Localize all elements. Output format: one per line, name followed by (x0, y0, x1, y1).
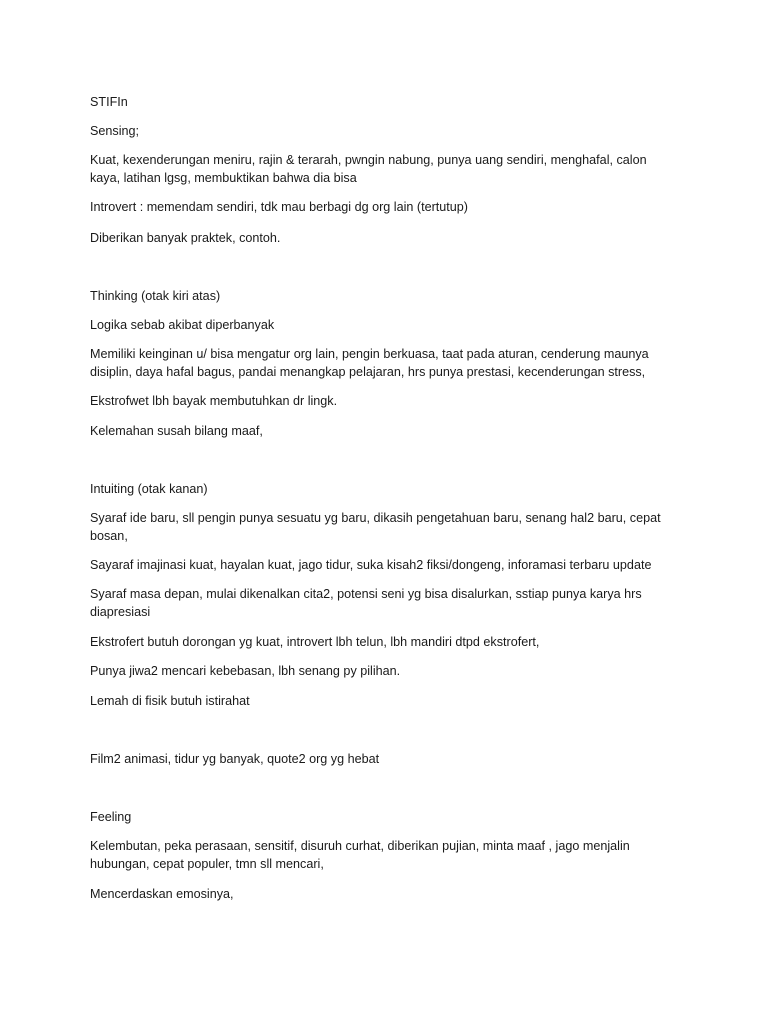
paragraph: Punya jiwa2 mencari kebebasan, lbh senang py pilihan. (90, 664, 401, 678)
paragraph: Film2 animasi, tidur yg banyak, quote2 org yg hebat (90, 752, 380, 766)
section-heading: Sensing; (90, 124, 140, 138)
paragraph: Memiliki keinginan u/ bisa mengatur org lain, pengin berkuasa, taat pada aturan, cenderung maunya disiplin, daya hafal bagus, pandai menangkap pelajaran, hrs punya prestasi, kecenderungan stress, (90, 347, 649, 379)
paragraph: Diberikan banyak praktek, contoh. (90, 231, 281, 245)
section-heading: Feeling (90, 810, 132, 824)
section-heading: Intuiting (otak kanan) (90, 482, 208, 496)
paragraph: Kelemahan susah bilang maaf, (90, 424, 263, 438)
paragraph: Kuat, kexenderungan meniru, rajin & terarah, pwngin nabung, punya uang sendiri, menghafal, calon kaya, latihan lgsg, membuktikan bahwa dia bisa (90, 153, 647, 185)
section-heading: Thinking (otak kiri atas) (90, 289, 221, 303)
paragraph: Syaraf ide baru, sll pengin punya sesuatu yg baru, dikasih pengetahuan baru, senang hal2 baru, cepat bosan, (90, 511, 661, 543)
paragraph: Introvert : memendam sendiri, tdk mau berbagi dg org lain (tertutup) (90, 200, 468, 214)
document-title: STIFIn (90, 95, 128, 109)
paragraph: Ekstrofwet lbh bayak membutuhkan dr lingk. (90, 394, 338, 408)
paragraph: Kelembutan, peka perasaan, sensitif, disuruh curhat, diberikan pujian, minta maaf , jago menjalin hubungan, cepat populer, tmn sll mencari, (90, 839, 630, 871)
paragraph: Lemah di fisik butuh istirahat (90, 694, 250, 708)
paragraph: Mencerdaskan emosinya, (90, 887, 234, 901)
paragraph: Logika sebab akibat diperbanyak (90, 318, 275, 332)
paragraph: Ekstrofert butuh dorongan yg kuat, introvert lbh telun, lbh mandiri dtpd ekstrofert, (90, 635, 540, 649)
paragraph: Syaraf masa depan, mulai dikenalkan cita2, potensi seni yg bisa disalurkan, sstiap punya karya hrs diapresiasi (90, 587, 642, 619)
paragraph: Sayaraf imajinasi kuat, hayalan kuat, jago tidur, suka kisah2 fiksi/dongeng, inforamasi terbaru update (90, 558, 652, 572)
